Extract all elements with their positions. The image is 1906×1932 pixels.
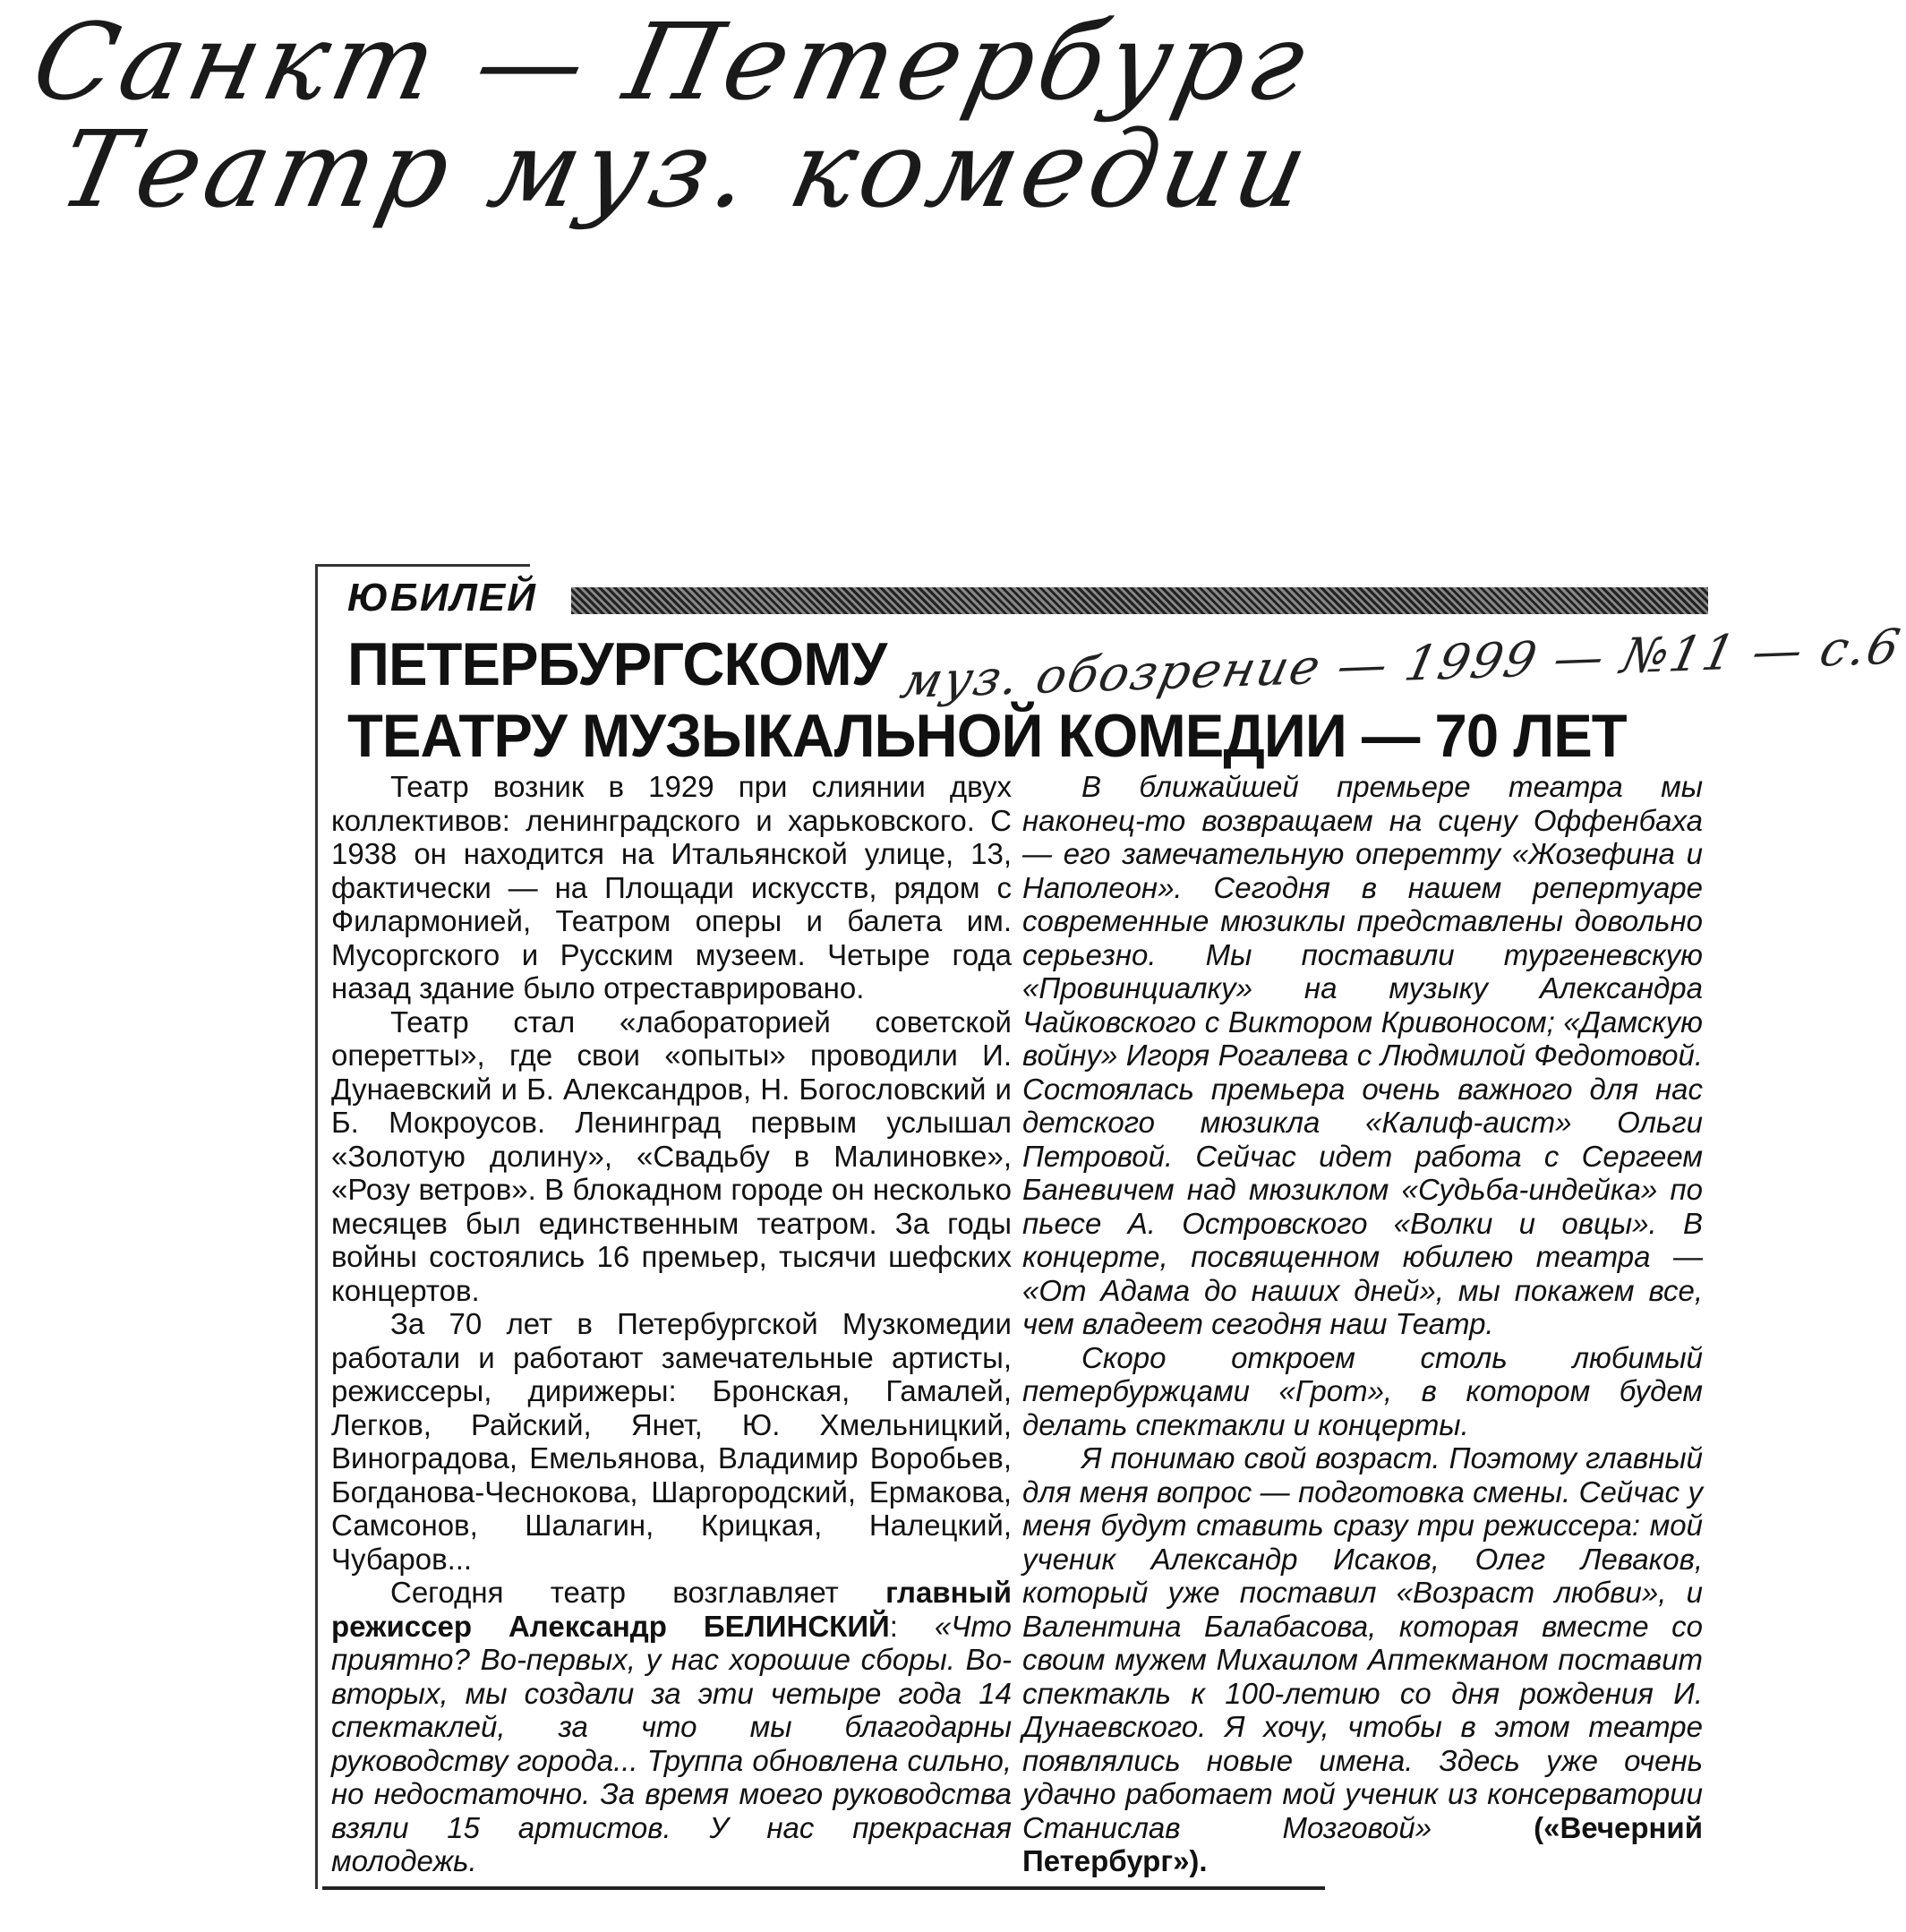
right-paragraph-3: [1022, 1441, 1703, 1878]
right-column: [1022, 770, 1703, 1878]
right-paragraph-1: В ближайшей премьере театра мы наконец-то возвращаем на сцену Оффенбаха — его замечательную оперетту «Жозефина и Наполеон». Сегодня в нашем репертуаре современные мюзиклы представлены довольно серьезно. Мы поставили тургеневскую «Провинциалку» на музыку Александра Чайковского с Виктором Кривоносом; «Дамскую войну» Игоря Рогалева с Людмилой Федотовой. Состоялась премьера очень важного для нас детского мюзикла «Калиф-аист» Ольги Петровой. Сейчас идет работа с Сергеем Баневичем над мюзиклом «Судьба-индейка» по пьесе А. Островского «Волки и овцы». В концерте, посвященном юбилею театра — «От Адама до наших дней», мы покажем все, чем владеет сегодня наш Театр.: [1022, 770, 1703, 1340]
rubric-row: [347, 577, 1708, 620]
rubric-label: ЮБИЛЕЙ: [347, 576, 537, 620]
handwritten-citation: муз. обозрение — 1999 — №11 — с.6: [895, 618, 1906, 710]
right-paragraph-2: Скоро откроем столь любимый петербуржцами «Грот», в котором будем делать спектакли и концерты.: [1022, 1340, 1703, 1441]
left-paragraph-3: За 70 лет в Петербургской Музкомедии работали и работают замечательные артисты, режиссеры, дирижеры: Бронская, Гамалей, Легков, Райский, Янет, Ю. Хмельницкий, Виноградова, Емельянова, Владимир Воробьев, Богданова-Чеснокова, Шаргородский, Ермакова, Самсонов, Шалагин, Крицкая, Налецкий, Чубаров...: [331, 1307, 1012, 1576]
headline-line-1: ПЕТЕРБУРГСКОМУ: [347, 630, 887, 698]
director-quote-end: Я понимаю свой возраст. Поэтому главный для меня вопрос — подготовка смены. Сейчас у меня будут ставить сразу три режиссера: мой ученик Александр Исаков, Олег Леваков, который уже поставил «Возраст любви», и Валентина Балабасова, которая вместе со своим мужем Михаилом Аптекманом поставит спектакль к 100-летию со дня рождения И. Дунаевского. Я хочу, чтобы в этом театре появлялись новые имена. Здесь уже очень удачно работает мой ученик из консерватории Станислав Мозговой»: [1022, 1441, 1703, 1844]
director-quote-start: «Что приятно? Во-первых, у нас хорошие сборы. Во-вторых, мы создали за эти четыре года 14 спектаклей, за что мы благодарны руководству города... Труппа обновлена сильно, но недостаточно. За время моего руководства взяли 15 артистов. У нас прекрасная молодежь.: [331, 1609, 1012, 1877]
source-credit: («Вечерний Петербург»).: [1022, 1810, 1703, 1877]
left-column: [331, 770, 1012, 1878]
newspaper-clipping: [315, 564, 1906, 1889]
handwritten-theatre-note: Театр муз. комедии: [49, 107, 1324, 231]
clipping-left-edge: [315, 564, 318, 1889]
bottom-rule: [322, 1886, 1325, 1890]
handwritten-city-note: Санкт — Петербург: [22, 0, 1322, 124]
director-name: главный режиссер Александр БЕЛИНСКИЙ: [331, 1576, 1012, 1643]
clipping-top-edge: [315, 564, 530, 567]
headline-line-2: ТЕАТРУ МУЗЫКАЛЬНОЙ КОМЕДИИ — 70 ЛЕТ: [347, 702, 1627, 770]
colon: :: [889, 1609, 935, 1643]
left-paragraph-2: Театр стал «лабораторией советской оперетты», где свои «опыты» проводили И. Дунаевский и Б. Александров, Н. Богословский и Б. Мокроусов. Ленинград первым услышал «Золотую долину», «Свадьбу в Малиновке», «Розу ветров». В блокадном городе он несколько месяцев был единственным театром. За годы войны состоялись 16 премьер, тысячи шефских концертов.: [331, 1004, 1012, 1307]
left-paragraph-1: Театр возник в 1929 при слиянии двух коллективов: ленинградского и харьковского. С 1938 он находится на Итальянской улице, 13, фактически — на Площади искусств, рядом с Филармонией, Театром оперы и балета им. Мусоргского и Русским музеем. Четыре года назад здание было отреставрировано.: [331, 770, 1012, 1004]
intro-text: Сегодня театр возглавляет: [390, 1576, 886, 1609]
rubric-bar: [571, 587, 1708, 614]
left-paragraph-4: [331, 1576, 1012, 1878]
